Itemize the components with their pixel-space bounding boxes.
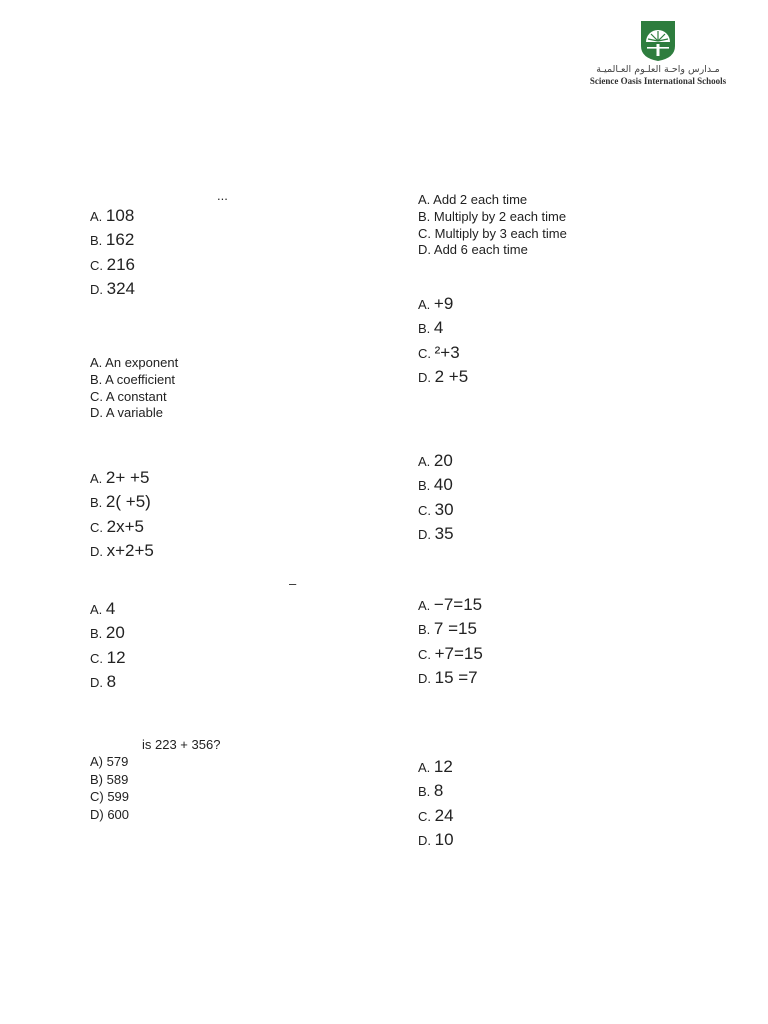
question-4-options [90,355,178,422]
question-6-options [418,449,454,547]
question-9-options [90,753,129,824]
school-logo [570,16,746,90]
option-c[interactable]: C. 2x+5 [90,516,144,536]
school-name-arabic: مـدارس واحـة العلـوم العـالميـة [596,64,720,75]
option-b[interactable]: B. 40 [418,475,453,495]
option-a[interactable]: A. 20 [418,451,453,470]
option-d[interactable]: D. 10 [418,830,454,850]
option-a[interactable]: A. 4 [90,599,116,618]
option-a[interactable]: A. An exponent [90,355,179,370]
option-c[interactable]: C. ²+3 [418,342,460,362]
option-a[interactable]: A. −7=15 [418,595,483,614]
option-b[interactable]: B. 7 =15 [418,619,477,639]
question-3-options [418,292,468,390]
option-c[interactable]: C) 599 [90,789,130,805]
option-c[interactable]: C. A constant [90,388,167,404]
dash-mark: – [289,576,297,591]
option-b[interactable]: B. 8 [418,781,444,801]
school-name-english: Science Oasis International Schools [589,76,727,86]
question-5-options [90,466,154,564]
option-a[interactable]: A. Add 2 each time [418,192,528,207]
option-c[interactable]: C. +7=15 [418,643,483,663]
option-d[interactable]: D. 324 [90,279,135,299]
option-b[interactable]: B. 162 [90,230,135,250]
option-a[interactable]: A) 579 [90,754,129,769]
option-b[interactable]: B) 589 [90,771,129,787]
option-a[interactable]: A. 108 [90,206,135,225]
school-crest-icon [638,18,678,62]
option-b[interactable]: B. Multiply by 2 each time [418,208,567,224]
option-d[interactable]: D) 600 [90,807,130,823]
option-a[interactable]: A. +9 [418,294,454,313]
option-d[interactable]: D. 2 +5 [418,367,469,387]
option-b[interactable]: B. 4 [418,318,444,338]
option-d[interactable]: D. 15 =7 [418,668,478,688]
question-9-text: is 223 + 356? [142,737,221,752]
option-c[interactable]: C. Multiply by 3 each time [418,225,567,241]
option-b[interactable]: B. 2( +5) [90,492,151,512]
option-c[interactable]: C. 216 [90,254,135,274]
option-d[interactable]: D. 8 [90,672,117,692]
option-b[interactable]: B. 20 [90,623,125,643]
question-2-options [418,192,567,259]
option-c[interactable]: C. 12 [90,647,126,667]
option-c[interactable]: C. 24 [418,805,454,825]
option-d[interactable]: D. A variable [90,405,163,421]
option-b[interactable]: B. A coefficient [90,371,176,387]
option-a[interactable]: A. 2+ +5 [90,468,150,487]
question-1-options [90,204,135,302]
option-d[interactable]: D. 35 [418,524,454,544]
option-c[interactable]: C. 30 [418,499,454,519]
option-d[interactable]: D. x+2+5 [90,541,154,561]
question-10-options [418,755,454,853]
question-7-options [90,597,126,695]
question-8-options [418,593,483,691]
option-a[interactable]: A. 12 [418,757,453,776]
ellipsis-mark: ... [217,188,228,203]
option-d[interactable]: D. Add 6 each time [418,242,528,258]
